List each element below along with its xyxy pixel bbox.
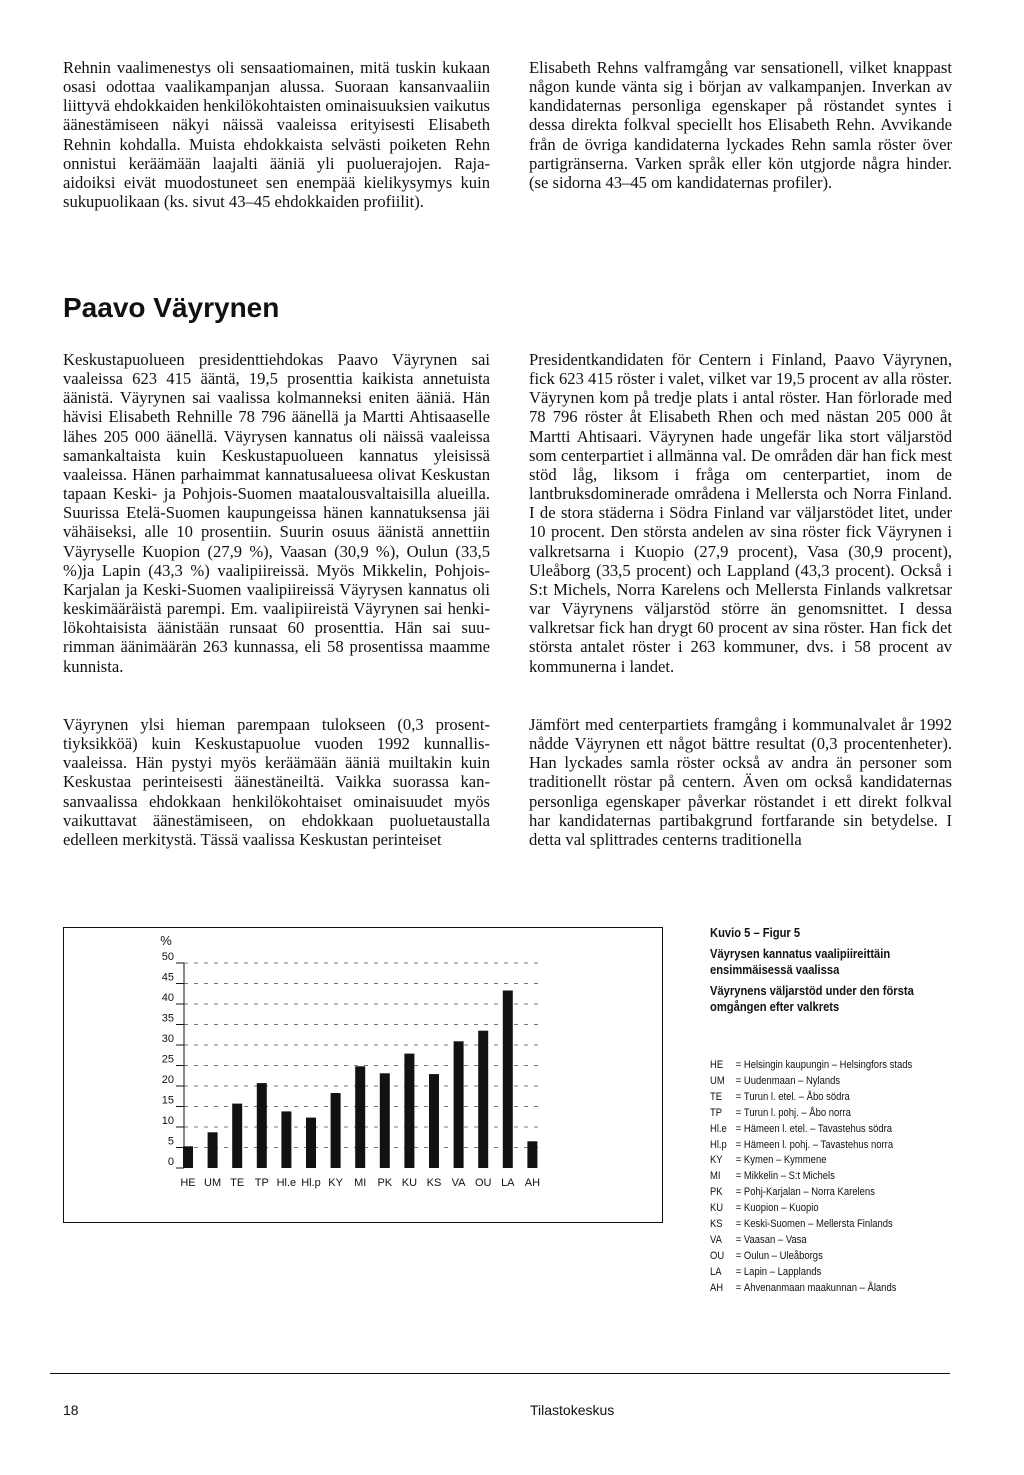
y-tick-label: 30	[161, 1033, 174, 1045]
legend-item: HE = Helsingin kaupungin – Helsingfors stads	[710, 1059, 913, 1071]
bar-hle	[281, 1111, 291, 1168]
bar-chart	[64, 928, 662, 1222]
figure-title-sv: Väyrynens väljarstöd under den första omgången efter valkrets	[710, 983, 914, 1014]
legend-item: AH = Ahvenanmaan maakunnan – Ålands	[710, 1281, 897, 1294]
body-fi-paragraph-1: Keskustapuolueen presidenttiehdokas Paavo Väyrynen sai vaaleissa 623 415 ääntä, 19,5 prosenttia kaikista annetuista äänistä. Väyrynen sai vaalissa kolmanneksi eniten ääniä. Hän hävisi Elisabeth Rehnille 78 796 äänellä ja Martti Ahtisaaselle lähes 205 000 äänellä. Väyrysen kannatus oli näissä vaaleissa samankaltaista kuin Keskustapuolueen kannatus yleisissä vaaleissa. Hänen parhaimmat kannatusalueesa olivat Keskustan tapaan Keski- ja Pohjois-Suomen maatalousvaltaisilla alueilla. Suurissa Etelä-Suomen kaupungeissa hänen kannatuksensa jäi vähäiseksi, alle 10 prosentiin. Suurin osuus äänistä annettiin Väyryselle Kuopion (27,9 %), Vaasan (30,9 %), Oulun (33,5 %)ja Lapin (43,3 %) vaalipiireissä. Myös Mikkelin, Pohjois-Karjalan ja Keski-Suomen vaalipiireissä Väyrysen kannatus oli keskimääräistä parempi. Em. vaalipiireistä Väyrynen sai henkilökohtaisista äänistään runsaat 60 prosenttia. Hän sai suurimman äänimäärän 263 kunnassa, eli 58 prosentissa maamme kunnista.	[63, 350, 490, 676]
x-tick-label: KS	[426, 1177, 442, 1189]
bar-ks	[429, 1074, 439, 1168]
region-legend	[710, 1058, 951, 1297]
legend-item: UM = Uudenmaan – Nylands	[710, 1074, 841, 1087]
bar-hlp	[306, 1118, 316, 1168]
bar-ou	[478, 1031, 488, 1168]
x-tick-label: KU	[401, 1177, 418, 1189]
x-tick-label: UM	[204, 1177, 222, 1189]
y-tick-label: 35	[161, 1012, 174, 1025]
y-tick-label: 50	[161, 951, 174, 963]
intro-sv-paragraph: Elisabeth Rehns valframgång var sensationell, vilket knappast någon kunde vänta sig i början av valkampanjen. Inverkan av kandidaternas personliga egenskaper på röstandet syntes i dessa direkta folkval speciellt hos Elisabeth Rehn. Avvikande från de övriga kandidaterna lyckades Rehn samla röster över partigränserna. Varken språk eller kön utgjorde några hinder. (se sidorna 43–45 om kandidaternas profiler).	[529, 58, 952, 192]
bar-la	[503, 991, 513, 1169]
x-tick-label: OU	[474, 1177, 492, 1189]
x-tick-label: Hl.p	[301, 1177, 321, 1189]
intro-fi-paragraph: Rehnin vaalimenestys oli sensaatiomainen, mitä tuskin kukaan osasi odottaa vaalikampanjan alussa. Suoraan kansanvaaliin liittyvä ehdokkaiden henkilökohtaisten ominaisuuksien vaikutus äänestämiseen näkyi näissä vaaleissa erityisesti Elisabeth Rehnin kohdalla. Muista ehdokkaista selvästi poiketen Rehn onnistui keräämään laajalti ääniä yli puoluerajojen. Raja-aidoiksi eivät muodostuneet sen enempää kielikysymys kuin sukupuolikaan (ks. sivut 43–45 ehdokkaiden profiilit).	[63, 58, 490, 212]
legend-item: KY = Kymen – Kymmene	[710, 1154, 827, 1167]
footer-rule	[50, 1373, 950, 1374]
body-fi-paragraph-2: Väyrynen ylsi hieman parempaan tulokseen (0,3 prosenttiyksikköä) kuin Keskustapuolue vuoden 1992 kunnallisvaaleissa. Hän pystyi myös keräämään ääniä muiltakin kuin Keskustaa perinteisesti äänestäneiltä. Vaikka suorassa kansanvaalissa ehdokkaan henkilökohtaiset ominaisuudet myös vaikuttavat äänestämiseen, on ehdokkaan puoluetaustalla edelleen merkitystä. Tässä vaalissa Keskustan perinteiset	[63, 715, 490, 849]
legend-item: PK = Pohj-Karjalan – Norra Karelens	[710, 1186, 875, 1199]
bar-va	[454, 1041, 464, 1168]
x-tick-label: PK	[377, 1177, 393, 1189]
y-tick-label: 10	[161, 1115, 174, 1127]
bar-ku	[404, 1054, 414, 1168]
body-sv-paragraph-2: Jämfört med centerpartiets framgång i kommunalvalet år 1992 nådde Väyrynen ett något bättre resultat (0,3 procentenheter). Han lyckades samla röster också av andra än personer som traditionellt röstar på centern. Även om också kandidaternas personliga egenskaper påverkar röstandet i ett direkt folkval har kandidaternas partibakgrund fortfarande sin betydelse. I detta val splittrades centerns traditionella	[529, 715, 952, 849]
figure-title-fi: Väyrysen kannatus vaalipiireittäin ensimmäisessä vaalissa	[710, 946, 891, 977]
legend-item: Hl.p = Hämeen l. pohj. – Tavastehus norra	[710, 1138, 894, 1151]
y-tick-label: 0	[167, 1156, 174, 1168]
legend-item: Hl.e = Hämeen l. etel. – Tavastehus södra	[710, 1122, 893, 1135]
x-tick-label: HE	[180, 1177, 196, 1189]
legend-item: KU = Kuopion – Kuopio	[710, 1202, 819, 1215]
legend-item: LA = Lapin – Lapplands	[710, 1265, 822, 1278]
legend-item: OU = Oulun – Uleåborgs	[710, 1249, 823, 1262]
publisher-name: Tilastokeskus	[530, 1402, 615, 1418]
x-tick-label: VA	[451, 1177, 466, 1189]
y-tick-label: 5	[167, 1135, 174, 1148]
figure-caption	[710, 925, 925, 1020]
section-heading: Paavo Väyrynen	[63, 292, 280, 323]
y-tick-label: 40	[161, 992, 174, 1004]
bar-ah	[527, 1141, 537, 1168]
bar-pk	[380, 1073, 390, 1168]
bar-te	[232, 1104, 242, 1168]
y-axis-label: %	[160, 933, 172, 948]
legend-item: VA = Vaasan – Vasa	[710, 1233, 807, 1246]
x-tick-label: Hl.e	[276, 1177, 297, 1189]
bar-um	[208, 1132, 218, 1168]
x-tick-label: MI	[354, 1177, 367, 1189]
page-number: 18	[63, 1402, 79, 1418]
bar-tp	[257, 1083, 267, 1168]
x-tick-label: KY	[328, 1177, 343, 1189]
x-tick-label: AH	[524, 1177, 541, 1189]
x-tick-label: TP	[254, 1177, 269, 1189]
legend-item: MI = Mikkelin – S:t Michels	[710, 1170, 835, 1183]
legend-item: KS = Keski-Suomen – Mellersta Finlands	[710, 1218, 893, 1231]
y-tick-label: 15	[161, 1094, 174, 1107]
y-tick-label: 20	[161, 1074, 174, 1086]
body-sv-paragraph-1: Presidentkandidaten för Centern i Finland, Paavo Väyrynen, fick 623 415 röster i valet, vilket var 19,5 procent av alla röster. Väyrynen kom på tredje plats i antal röster. Han förlorade med 78 796 röster åt Elisabeth Rhen och med nästan 205 000 åt Martti Ahtisaari. Väyrynen hade ungefär lika stort väljarstöd som centerpartiet i allmänna val. De områden där han fick mest stöd låg, liksom i fråga om centerpartiet, inom de lantbruksdominerade områdena i Mellersta och Norra Finland. I de stora städerna i Södra Finland var väljarstödet litet, under 10 procent. Den största andelen av sina röster fick Väyrynen i valkretsarna i Kuopio (27,9 procent), Vasa (30,9 procent), Uleåborg (33,5 procent) och Lappland (43,3 procent). Också i S:t Michels, Norra Karelens och Mellersta Finlands valkretsar var Väyrynens väljarstöd större än genomsnittet. I dessa valkretsar fick han drygt 60 procent av sina röster. Han fick det största antalet röster i 263 kommuner, dvs. i 58 procent av kommunerna i landet.	[529, 350, 952, 676]
bar-mi	[355, 1066, 365, 1168]
y-tick-label: 45	[161, 971, 174, 984]
legend-item: TP = Turun l. pohj. – Åbo norra	[710, 1106, 851, 1119]
figure-label: Kuvio 5 – Figur 5	[710, 925, 801, 940]
x-tick-label: TE	[230, 1177, 245, 1189]
bar-chart-frame	[63, 927, 663, 1223]
y-tick-label: 25	[161, 1053, 174, 1066]
x-tick-label: LA	[501, 1177, 515, 1189]
legend-item: TE = Turun l. etel. – Åbo södra	[710, 1090, 850, 1103]
bar-ky	[331, 1093, 341, 1168]
